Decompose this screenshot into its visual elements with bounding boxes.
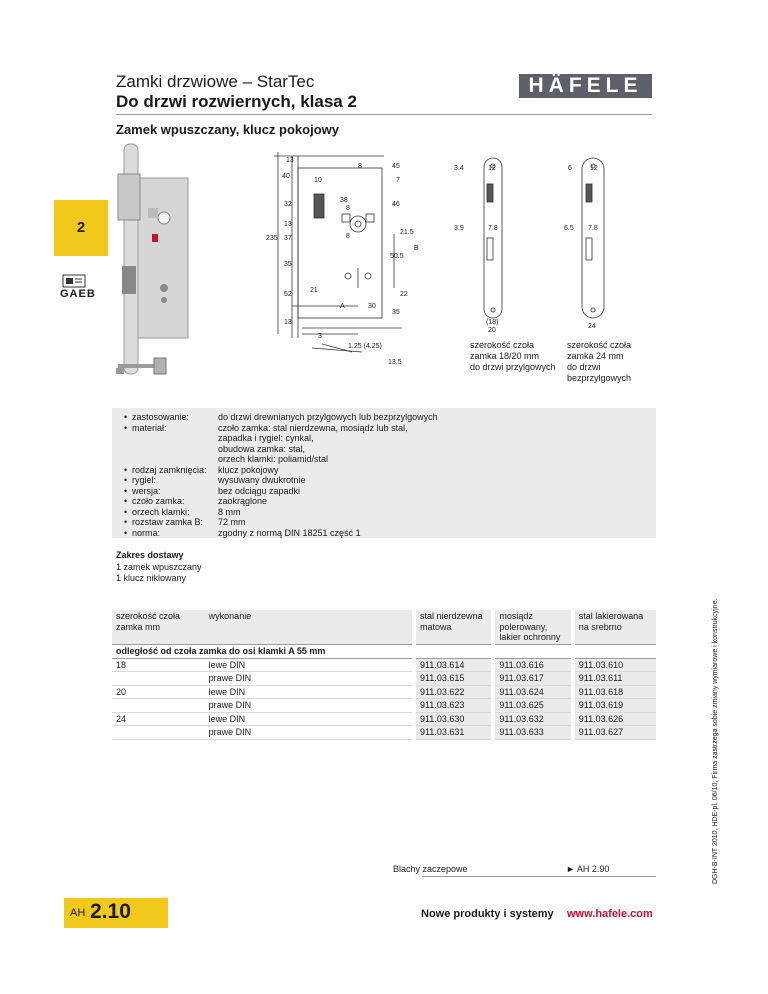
faceplate-dim: 3.4 (454, 165, 464, 172)
faceplate-dim: 24 (588, 323, 596, 330)
faceplate-dim: (18) (486, 319, 499, 326)
delivery-item: 1 klucz niklowany (116, 572, 187, 583)
article-table (112, 610, 656, 740)
table-header: mosiądz polerowany, lakier ochronny (493, 610, 572, 645)
table-subheader: odległość od czoła zamka do osi klamki A 55 mm (112, 645, 656, 659)
faceplate-caption-24: szerokość czoła zamka 24 mm do drzwi bezprzylgowych (567, 340, 632, 383)
dim-label: 35 (284, 261, 292, 268)
dim-label: 32 (284, 201, 292, 208)
header-divider (116, 114, 652, 115)
table-row: 18 lewe DIN 911.03.614 911.03.616 911.03.610 (112, 658, 656, 672)
faceplate-dim: 7.8 (488, 225, 498, 232)
dim-label: 8 (346, 205, 350, 212)
dim-label: B (414, 245, 419, 252)
faceplate-dim: 7.8 (588, 225, 598, 232)
faceplate-caption-18-20: szerokość czoła zamka 18/20 mm do drzwi przylgowych (470, 340, 556, 372)
gaeb-label: GAEB (60, 288, 96, 300)
faceplate-drawing-24 (582, 158, 604, 318)
page-subtitle: Do drzwi rozwiernych, klasa 2 (116, 92, 357, 111)
table-header-row (112, 610, 656, 645)
side-note: DGH-B-INT 2010, HDE-pl, 06/10; Firma zastrzega sobie zmiany wymiarowe i konstrukcyjne. (712, 598, 719, 884)
table-row: prawe DIN 911.03.631 911.03.633 911.03.627 (112, 726, 656, 740)
faceplate-drawing-18-20 (484, 158, 502, 318)
lock-outline-drawing (274, 152, 402, 352)
delivery-item: 1 zamek wpuszczany (116, 562, 202, 572)
table-row: prawe DIN 911.03.623 911.03.625 911.03.619 (112, 699, 656, 713)
dim-label: 46 (392, 201, 400, 208)
page-title: Zamki drzwiowe – StarTec (116, 72, 315, 91)
page-prefix: AH (70, 907, 86, 919)
faceplate-dim: 3.9 (454, 225, 464, 232)
dim-label: 30 (368, 303, 376, 310)
dim-label: 13 (286, 157, 294, 164)
dim-label: 8 (346, 233, 350, 240)
cross-reference-link[interactable]: ► AH 2.90 (566, 864, 610, 874)
dim-label: 7 (396, 177, 400, 184)
faceplate-dim: 12 (590, 165, 598, 172)
lock-photo (118, 144, 188, 374)
dim-label: 8 (358, 163, 362, 170)
footer-divider (422, 876, 656, 877)
dim-label: 50.5 (390, 253, 404, 260)
dim-label: 13.5 (388, 359, 402, 366)
dim-label: 13 (284, 319, 292, 326)
dim-label: 13 (284, 221, 292, 228)
publication-name: Nowe produkty i systemy (421, 908, 554, 920)
table-header: stal nierdzewna matowa (414, 610, 493, 645)
table-row: 20 lewe DIN 911.03.622 911.03.624 911.03.618 (112, 685, 656, 699)
brand-logo: HÄFELE (519, 74, 652, 98)
dim-label: 40 (282, 173, 290, 180)
faceplate-dim: 20 (488, 327, 496, 334)
page-number: 2.10 (90, 900, 131, 923)
faceplate-dim: 12 (488, 165, 496, 172)
table-row: prawe DIN 911.03.615 911.03.617 911.03.611 (112, 672, 656, 686)
table-header: szerokość czoła zamka mm (112, 610, 205, 645)
dim-label: 22 (400, 291, 408, 298)
table-row: 24 lewe DIN 911.03.630 911.03.632 911.03.626 (112, 712, 656, 726)
dim-label: A (340, 303, 345, 310)
faceplate-dim: 6 (568, 165, 572, 172)
delivery-title: Zakres dostawy (116, 550, 184, 560)
dim-label: 35 (392, 309, 400, 316)
spec-box: • zastosowanie: do drzwi drewnianych przylgowych lub bezprzylgowych • materiał: czoło zamka: stal nierdzewna, mosiądz lub stal, zapadka i rygiel: cynkal, obudowa zamka: stal, orzech klamki: poliamid/stal • rodzaj zamknięcia: klucz pokojowy • rygiel: wysuwany dwukrotnie • wersja: bez odciągu zapadki • czoło zamka: zaokrąglone • orzech klamki: 8 mm • rozstaw zamka B: 72 mm • norma: zgodny z normą DIN 18251 część 1 (112, 408, 656, 538)
dim-label: 1.25 (4.25) (348, 343, 382, 350)
dim-label: 45 (392, 163, 400, 170)
faceplate-dim: 6.5 (564, 225, 574, 232)
table-header: wykonanie (205, 610, 414, 645)
dim-label: 235 (266, 235, 278, 242)
chapter-tab: 2 (54, 200, 108, 256)
table-header: stal lakierowana na srebrno (573, 610, 656, 645)
dim-label: 21.5 (400, 229, 414, 236)
cross-reference-label: Blachy zaczepowe (393, 864, 468, 874)
dim-label: 38 (340, 197, 348, 204)
website-link[interactable]: www.hafele.com (567, 908, 653, 920)
dim-label: 37 (284, 235, 292, 242)
dim-label: 21 (310, 287, 318, 294)
section-title: Zamek wpuszczany, klucz pokojowy (116, 122, 339, 137)
dim-label: 3 (318, 333, 322, 340)
dim-label: 10 (314, 177, 322, 184)
dim-label: 52 (284, 291, 292, 298)
